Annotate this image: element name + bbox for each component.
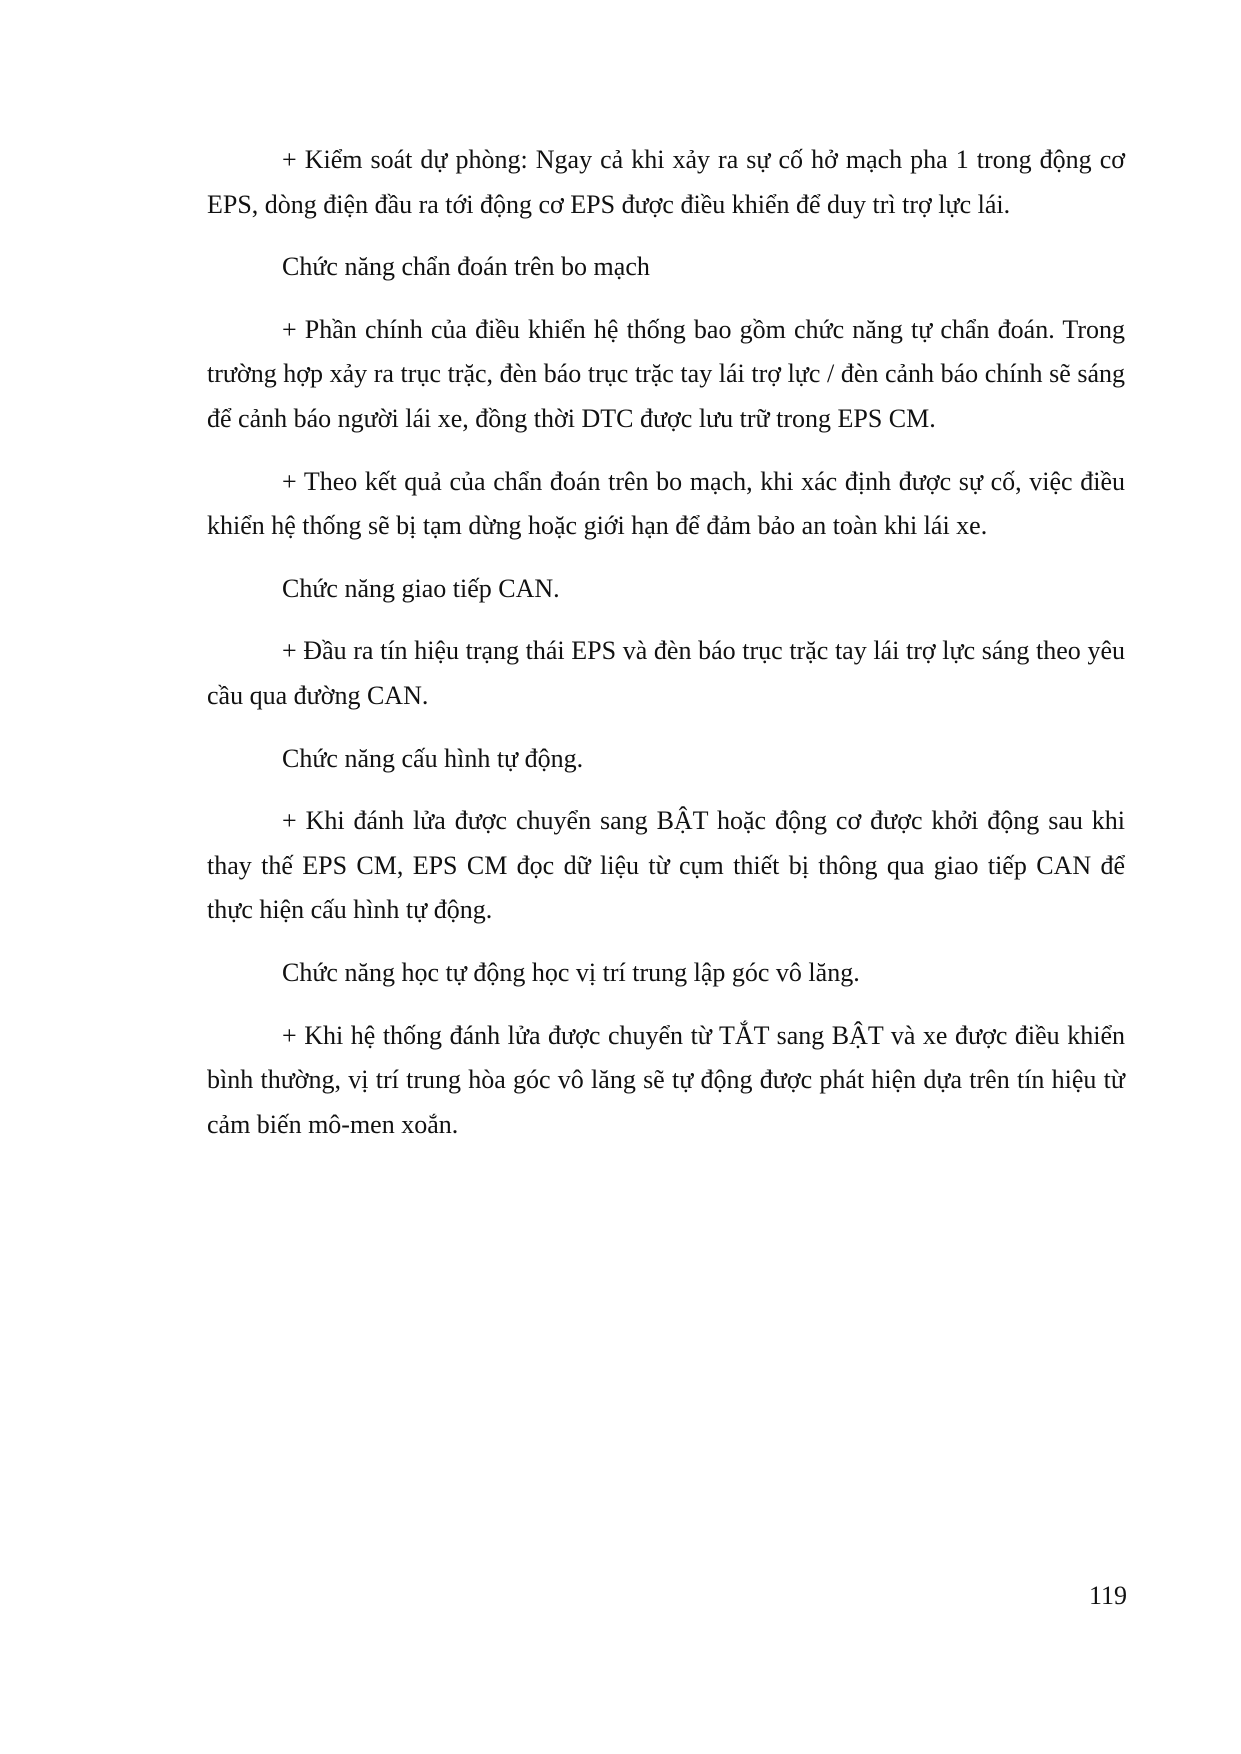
- paragraph-self-diagnosis: + Phần chính của điều khiển hệ thống bao gồm chức năng tự chẩn đoán. Trong trường hợp xảy ra trục trặc, đèn báo trục trặc tay lái trợ lực / đèn cảnh báo chính sẽ sáng để cảnh báo người lái xe, đồng thời DTC được lưu trữ trong EPS CM.: [207, 314, 1125, 433]
- paragraph-diagnosis-result: + Theo kết quả của chẩn đoán trên bo mạch, khi xác định được sự cố, việc điều khiển hệ thống sẽ bị tạm dừng hoặc giới hạn để đảm bảo an toàn khi lái xe.: [207, 466, 1125, 541]
- paragraph-backup-control: + Kiểm soát dự phòng: Ngay cả khi xảy ra sự cố hở mạch pha 1 trong động cơ EPS, dòng điện đầu ra tới động cơ EPS được điều khiển để duy trì trợ lực lái.: [207, 145, 1125, 219]
- heading-onboard-diagnosis: Chức năng chẩn đoán trên bo mạch: [282, 252, 650, 282]
- body-text: [207, 138, 1125, 1165]
- heading-can-communication: Chức năng giao tiếp CAN.: [282, 573, 560, 603]
- page-number: 119: [1088, 1581, 1127, 1610]
- paragraph-can-output: + Đầu ra tín hiệu trạng thái EPS và đèn báo trục trặc tay lái trợ lực sáng theo yêu cầu qua đường CAN.: [207, 636, 1125, 710]
- heading-auto-configuration: Chức năng cấu hình tự động.: [282, 743, 584, 773]
- paragraph-neutral-position: + Khi hệ thống đánh lửa được chuyển từ TẮT sang BẬT và xe được điều khiển bình thường, vị trí trung hòa góc vô lăng sẽ tự động được phát hiện dựa trên tín hiệu từ cảm biến mô-men xoắn.: [207, 1020, 1125, 1139]
- heading-neutral-position-learning: Chức năng học tự động học vị trí trung lập góc vô lăng.: [282, 957, 860, 987]
- paragraph-auto-configuration: + Khi đánh lửa được chuyển sang BẬT hoặc động cơ được khởi động sau khi thay thế EPS CM, EPS CM đọc dữ liệu từ cụm thiết bị thông qua giao tiếp CAN để thực hiện cấu hình tự động.: [207, 806, 1125, 925]
